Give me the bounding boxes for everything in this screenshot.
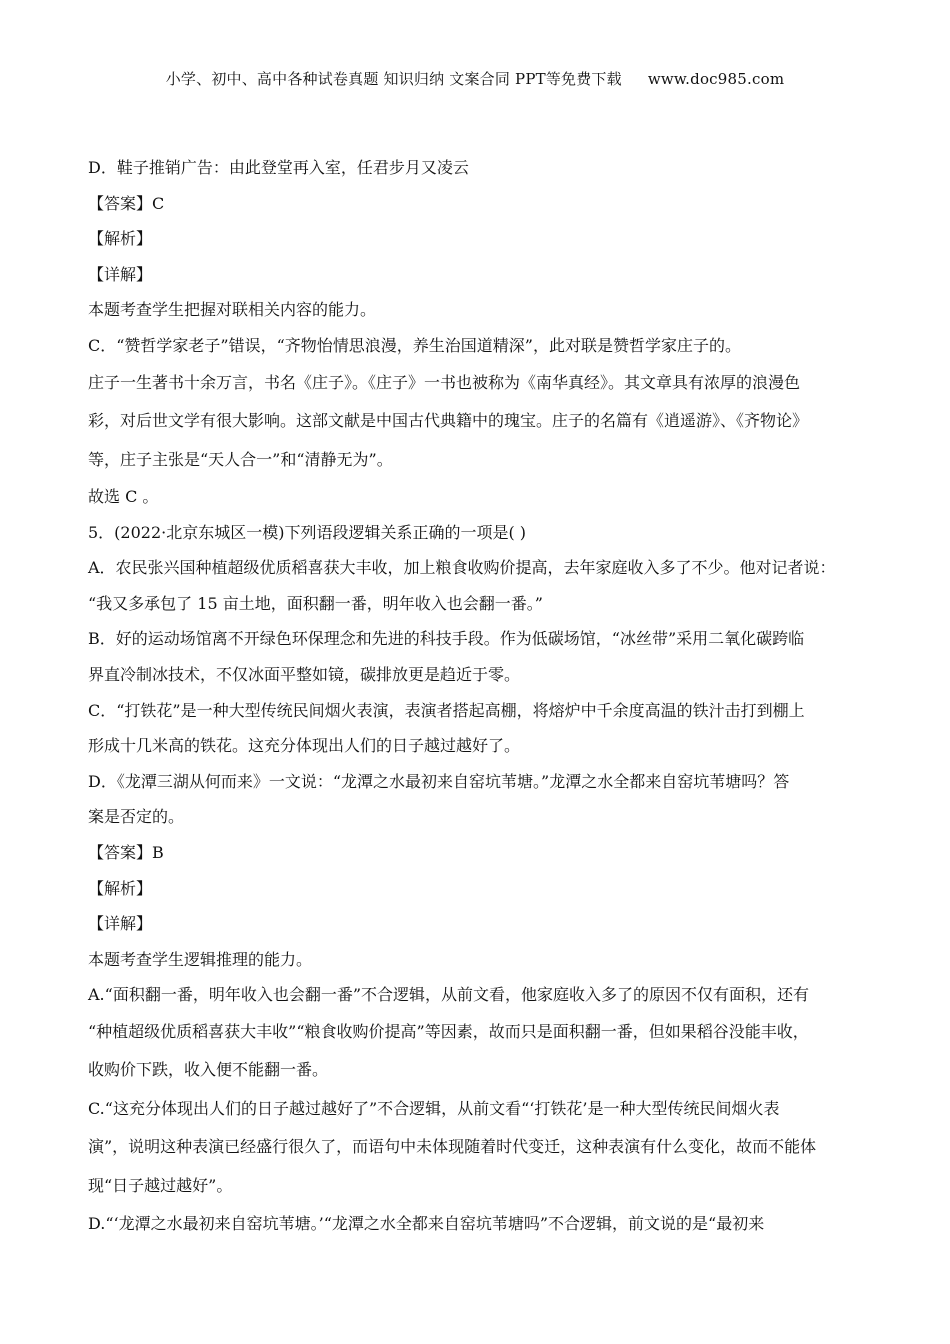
option-b-line: 界直冷制冰技术，不仅冰面平整如镜，碳排放更是趋近于零。 (88, 665, 521, 685)
explanation-line: 等，庄子主张是“天人合一”和“清静无为”。 (88, 449, 393, 469)
conclusion-line: 故选 C 。 (88, 487, 159, 507)
document-body (88, 150, 878, 1244)
analysis-heading: 【解析】 (88, 229, 153, 249)
explanation-line: C．“赞哲学家老子”错误，“齐物怡情思浪漫，养生治国道精深”，此对联是赞哲学家庄子的。 (88, 335, 741, 355)
explanation-line: “种植超级优质稻喜获大丰收”“粮食收购价提高”等因素，故而只是面积翻一番，但如果稻谷没能丰收， (88, 1021, 809, 1041)
explanation-line: 彩，对后世文学有很大影响。这部文献是中国古代典籍中的瑰宝。庄子的名篇有《逍遥游》、《齐物论》 (88, 411, 809, 431)
explanation-line: 庄子一生著书十余万言，书名《庄子》。《庄子》一书也被称为《南华真经》。其文章具有浓厚的浪漫色 (88, 372, 801, 392)
option-c-line: C．“打铁花”是一种大型传统民间烟火表演，表演者搭起高棚，将熔炉中千余度高温的铁汁击打到棚上 (88, 700, 805, 720)
explanation-line: 收购价下跌，收入便不能翻一番。 (88, 1060, 329, 1080)
explanation-line: D.“‘龙潭之水最初来自窑坑苇塘。’“龙潭之水全都来自窑坑苇塘吗”不合逻辑，前文说的是“最初来 (88, 1214, 765, 1234)
option-d-line: 案是否定的。 (88, 807, 185, 827)
option-a-line: “我又多承包了 15 亩土地，面积翻一番，明年收入也会翻一番。” (88, 593, 543, 613)
option-d-line: D．《龙潭三湖从何而来》一文说：“龙潭之水最初来自窑坑苇塘。”龙潭之水全都来自窑坑苇塘吗？答 (88, 771, 790, 791)
header-slogan: 小学、初中、高中各种试卷真题 知识归纳 文案合同 PPT等免费下载 (165, 70, 622, 88)
question-stem: 5．(2022·北京东城区一模)下列语段逻辑关系正确的一项是( ) (88, 522, 527, 542)
page-header (0, 68, 950, 89)
option-c-line: 形成十几米高的铁花。这充分体现出人们的日子越过越好了。 (88, 736, 521, 756)
explanation-line: 本题考查学生逻辑推理的能力。 (88, 949, 313, 969)
answer-line: 【答案】B (88, 843, 164, 862)
option-d-line: D．鞋子推销广告：由此登堂再入室，任君步月又凌云 (88, 158, 469, 177)
answer-line: 【答案】C (88, 193, 165, 213)
explanation-line: C.“这充分体现出人们的日子越过越好了”不合逻辑，从前文看“‘打铁花’是一种大型传统民间烟火表 (88, 1098, 780, 1118)
explanation-line: 演”，说明这种表演已经盛行很久了，而语句中未体现随着时代变迁，这种表演有什么变化，故而不能体 (88, 1137, 817, 1157)
explanation-line: 本题考查学生把握对联相关内容的能力。 (88, 300, 377, 320)
detail-heading: 【详解】 (88, 264, 153, 284)
explanation-line: A.“面积翻一番，明年收入也会翻一番”不合逻辑，从前文看，他家庭收入多了的原因不仅有面积，还有 (88, 985, 810, 1005)
option-a-line: A．农民张兴国种植超级优质稻喜获大丰收，加上粮食收购价提高，去年家庭收入多了不少。他对记者说： (88, 558, 836, 578)
detail-heading: 【详解】 (88, 914, 153, 934)
analysis-heading: 【解析】 (88, 878, 153, 898)
header-site-link[interactable]: www.doc985.com (647, 70, 785, 88)
explanation-line: 现“日子越过越好”。 (88, 1175, 233, 1195)
option-b-line: B．好的运动场馆离不开绿色环保理念和先进的科技手段。作为低碳场馆，“冰丝带”采用二氧化碳跨临 (88, 629, 805, 649)
